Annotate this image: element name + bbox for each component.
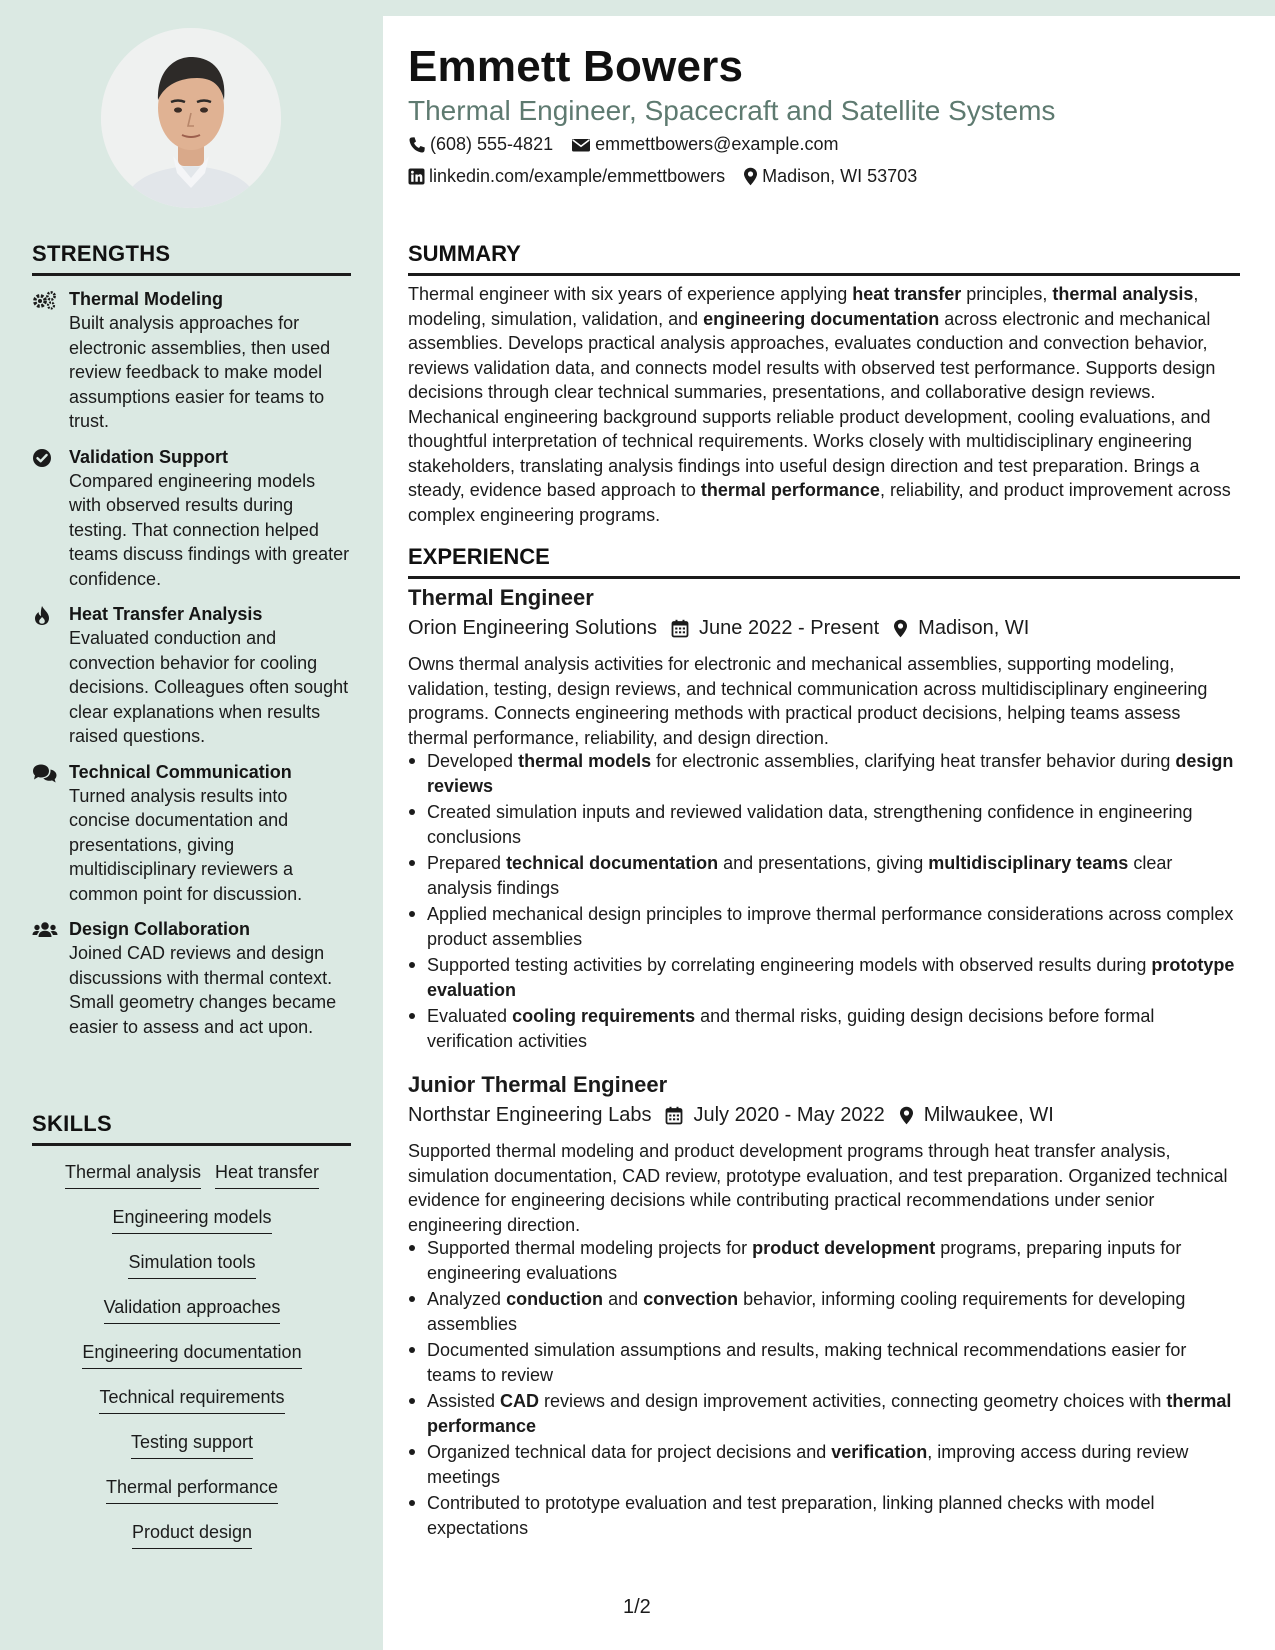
job-dates: June 2022 - Present xyxy=(699,617,880,639)
contact-row xyxy=(408,134,856,155)
strength-item xyxy=(32,760,352,907)
text-run: Evaluated xyxy=(427,1006,513,1026)
skill-row xyxy=(32,1160,352,1205)
job-location-item xyxy=(899,1104,1054,1127)
job-meta xyxy=(408,617,1043,640)
emphasis-text: CAD xyxy=(500,1391,540,1411)
skill-row xyxy=(32,1430,352,1475)
skills-heading: SKILLS xyxy=(32,1111,351,1146)
users-icon xyxy=(32,920,58,940)
text-run: , modeling, simulation, validation, and xyxy=(408,284,1199,329)
envelope-icon xyxy=(571,137,591,153)
text-run: behavior, informing cooling requirements for developing assemblies xyxy=(427,1289,1186,1334)
bullet-item xyxy=(408,1338,1240,1387)
text-run: reviews and design improvement activities, connecting geometry choices with xyxy=(539,1391,1167,1411)
strength-item xyxy=(32,445,352,592)
profile-photo xyxy=(101,28,281,208)
bullet-item xyxy=(408,1004,1240,1053)
strength-desc: Compared engineering models with observed results during testing. That connection helped teams discuss findings with greater confidence. xyxy=(69,470,350,589)
company-item xyxy=(408,1104,651,1127)
bullet-item xyxy=(408,1287,1240,1336)
candidate-name: Emmett Bowers xyxy=(408,42,744,91)
skill-tag: Thermal analysis xyxy=(65,1160,201,1189)
text-run: across electronic and mechanical assemblies. Develops practical analysis approaches, evaluates conduction and convection behavior, reviews validation data, and connects model results with observed test performance. Supports design decisions through clear technical summaries, presentations, and collaborative design reviews. Mechanical engineering background supports reliable product development, cooling evaluations, and thoughtful interpretation of technical requirements. Works closely with multidisciplinary engineering stakeholders, translating analysis findings into useful design direction and test preparation. Brings a steady, evidence based approach to xyxy=(408,308,1216,500)
emphasis-text: thermal models xyxy=(518,751,652,771)
comments-icon xyxy=(32,763,58,783)
map-pin-icon xyxy=(743,167,758,186)
text-run: Organized technical data for project decisions and xyxy=(427,1442,832,1462)
text-run: Assisted xyxy=(427,1391,501,1411)
page-number: 1/2 xyxy=(623,1596,651,1618)
emphasis-text: heat transfer xyxy=(852,284,962,304)
skill-row xyxy=(32,1250,352,1295)
email-link[interactable]: emmettbowers@example.com xyxy=(595,134,839,154)
skill-tag: Testing support xyxy=(131,1430,253,1459)
emphasis-text: design reviews xyxy=(427,751,1234,796)
emphasis-text: product development xyxy=(752,1238,936,1258)
map-pin-icon xyxy=(893,619,908,638)
skill-tag: Engineering documentation xyxy=(82,1340,301,1369)
text-run: Prepared xyxy=(427,853,507,873)
strength-title: Validation Support xyxy=(69,446,229,467)
linkedin-link[interactable]: linkedin.com/example/emmettbowers xyxy=(429,166,726,186)
skill-row xyxy=(32,1295,352,1340)
top-band xyxy=(383,0,1275,16)
job-bullets xyxy=(408,1236,1240,1542)
text-run: clear analysis findings xyxy=(427,853,1173,898)
text-run: for electronic assemblies, clarifying heat transfer behavior during xyxy=(651,751,1176,771)
text-run: Applied mechanical design principles to improve thermal performance considerations across complex product assemblies xyxy=(427,904,1234,949)
skill-row xyxy=(32,1205,352,1250)
text-run: Created simulation inputs and reviewed validation data, strengthening confidence in engineering conclusions xyxy=(427,802,1193,847)
text-run: Supported testing activities by correlating engineering models with observed results during xyxy=(427,955,1152,975)
emphasis-text: verification xyxy=(831,1442,928,1462)
skill-tag: Validation approaches xyxy=(104,1295,281,1324)
emphasis-text: technical documentation xyxy=(506,853,719,873)
bullet-item xyxy=(408,1389,1240,1438)
skill-row xyxy=(32,1520,352,1565)
text-run: , reliability, and product improvement across complex engineering programs. xyxy=(408,480,1231,525)
bullet-item xyxy=(408,749,1240,798)
text-run: , improving access during review meetings xyxy=(427,1442,1189,1487)
text-run: Analyzed xyxy=(427,1289,507,1309)
phone-item xyxy=(408,134,553,155)
phone-icon xyxy=(408,136,426,154)
fire-icon xyxy=(32,605,54,627)
job-title: Junior Thermal Engineer xyxy=(408,1072,668,1097)
emphasis-text: convection xyxy=(643,1289,739,1309)
company-name: Northstar Engineering Labs xyxy=(408,1104,652,1126)
emphasis-text: conduction xyxy=(506,1289,604,1309)
strength-title: Heat Transfer Analysis xyxy=(69,604,263,624)
strengths-list xyxy=(32,287,352,1050)
location-item xyxy=(743,166,917,187)
candidate-title: Thermal Engineer, Spacecraft and Satellite Systems xyxy=(408,95,1056,126)
dates-item xyxy=(671,617,879,640)
dates-item xyxy=(665,1104,884,1127)
strength-desc: Turned analysis results into concise documentation and presentations, giving multidisciplinary reviewers a common point for discussion. xyxy=(69,785,303,904)
company-item xyxy=(408,617,657,640)
text-run: Documented simulation assumptions and results, making technical recommendations easier for teams to review xyxy=(427,1340,1187,1385)
job-meta xyxy=(408,1104,1068,1127)
linkedin-item[interactable] xyxy=(408,166,725,187)
emphasis-text: engineering documentation xyxy=(703,308,940,329)
text-run: Developed xyxy=(427,751,519,771)
job-description: Owns thermal analysis activities for electronic and mechanical assemblies, supporting modeling, validation, testing, design reviews, and technical communication across multidisciplinary engineering programs. Connects engineering methods with practical product decisions, helping teams assess thermal performance, reliability, and design direction. xyxy=(408,654,1208,748)
bullet-item xyxy=(408,902,1240,951)
bullet-item xyxy=(408,800,1240,849)
calendar-icon xyxy=(671,619,689,638)
bullet-item xyxy=(408,1236,1240,1285)
bullet-item xyxy=(408,1440,1240,1489)
skill-tag: Thermal performance xyxy=(106,1475,278,1504)
linkedin-icon xyxy=(408,168,425,185)
strength-title: Thermal Modeling xyxy=(69,289,224,309)
text-run: principles, xyxy=(961,284,1053,304)
strength-desc: Joined CAD reviews and design discussions with thermal context. Small geometry changes became easier to assess and act upon. xyxy=(69,943,337,1037)
skills-list xyxy=(32,1160,352,1565)
calendar-icon xyxy=(665,1106,683,1125)
emphasis-text: cooling requirements xyxy=(512,1006,696,1026)
skill-tag: Heat transfer xyxy=(215,1160,319,1189)
job-description: Supported thermal modeling and product development programs through heat transfer analysis, simulation documentation, CAD review, prototype evaluation, and test preparation. Organized technical evidence for engineering decisions while contributing practical recommendations under senior engineering direction. xyxy=(408,1141,1228,1235)
skill-row xyxy=(32,1475,352,1520)
gears-icon xyxy=(32,290,58,310)
job-location-item xyxy=(893,617,1029,640)
strength-desc: Evaluated conduction and convection behavior for cooling decisions. Colleagues often sought clear explanations when results raised questions. xyxy=(69,628,349,746)
bullet-item xyxy=(408,953,1240,1002)
strength-desc: Built analysis approaches for electronic assemblies, then used review feedback to make model assumptions easier for teams to trust. xyxy=(69,313,331,431)
text-run: and thermal risks, guiding design decisions before formal verification activities xyxy=(427,1006,1155,1051)
emphasis-text: thermal performance xyxy=(700,480,880,500)
skill-tag: Simulation tools xyxy=(128,1250,255,1279)
strengths-heading: STRENGTHS xyxy=(32,241,351,276)
check-circle-icon xyxy=(32,448,54,470)
skill-row xyxy=(32,1385,352,1430)
location-text: Madison, WI 53703 xyxy=(762,166,918,186)
text-run: Supported thermal modeling projects for xyxy=(427,1238,753,1258)
map-pin-icon xyxy=(899,1106,914,1125)
phone-text: (608) 555-4821 xyxy=(430,134,554,154)
email-item[interactable] xyxy=(571,134,838,155)
bullet-item xyxy=(408,1491,1240,1540)
text-run: and xyxy=(603,1289,644,1309)
skill-row xyxy=(32,1340,352,1385)
strength-item xyxy=(32,287,352,434)
skill-tag: Technical requirements xyxy=(99,1385,284,1414)
emphasis-text: thermal performance xyxy=(427,1391,1232,1436)
contact-row xyxy=(408,166,935,187)
summary-heading: SUMMARY xyxy=(408,241,1240,276)
experience-heading: EXPERIENCE xyxy=(408,544,1240,579)
job-location: Milwaukee, WI xyxy=(923,1104,1054,1126)
bullet-item xyxy=(408,851,1240,900)
emphasis-text: prototype evaluation xyxy=(427,955,1235,1000)
emphasis-text: multidisciplinary teams xyxy=(928,853,1129,873)
text-run: and presentations, giving xyxy=(718,853,929,873)
summary-text xyxy=(408,282,1240,527)
text-run: Contributed to prototype evaluation and test preparation, linking planned checks with model expectations xyxy=(427,1493,1155,1538)
job-location: Madison, WI xyxy=(918,617,1030,639)
strength-title: Design Collaboration xyxy=(69,919,251,939)
company-name: Orion Engineering Solutions xyxy=(408,617,658,639)
job-bullets xyxy=(408,749,1240,1055)
job-title: Thermal Engineer xyxy=(408,585,594,610)
strength-title: Technical Communication xyxy=(69,761,292,782)
text-run: programs, preparing inputs for engineering evaluations xyxy=(427,1238,1182,1283)
emphasis-text: thermal analysis xyxy=(1052,284,1194,304)
job-dates: July 2020 - May 2022 xyxy=(693,1104,885,1126)
skill-tag: Engineering models xyxy=(112,1205,271,1234)
text-run: Thermal engineer with six years of experience applying xyxy=(408,284,853,304)
strength-item xyxy=(32,917,352,1039)
strength-item xyxy=(32,602,352,749)
skill-tag: Product design xyxy=(132,1520,252,1549)
